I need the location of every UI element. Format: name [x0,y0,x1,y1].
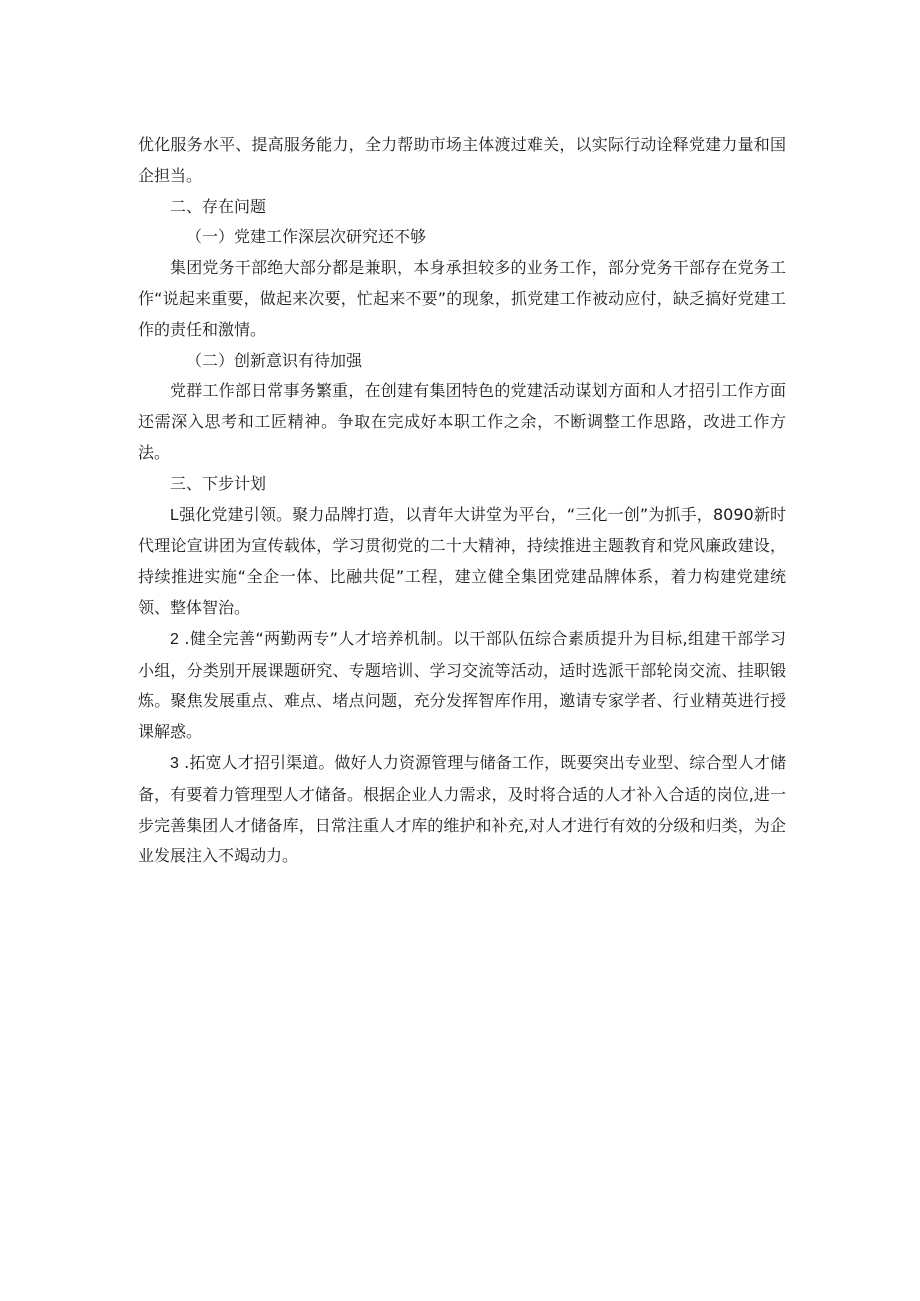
subheading-innovation: （二）创新意识有待加强 [186,350,363,370]
list-item-1-number: L [170,506,179,524]
document-page [138,130,786,872]
list-item-1-text: 强化党建引领。聚力品牌打造，以青年大讲堂为平台，“三化一创”为抓手，8090新时代理论宣讲团为宣传载体，学习贯彻党的二十大精神，持续推进主题教育和党风廉政建设，持续推进实施“全企一体、比融共促”工程，建立健全集团党建品牌体系，着力构建党建统领、整体智治。 [138,504,786,617]
paragraph-continuation: 优化服务水平、提高服务能力，全力帮助市场主体渡过难关，以实际行动诠释党建力量和国企担当。 [138,135,786,185]
section-heading-problems: 二、存在问题 [170,196,267,216]
list-item-2 [138,624,786,748]
list-item-3-text: .拓宽人才招引渠道。做好人力资源管理与储备工作，既要突出专业型、综合型人才储备，有要着力管理型人才储备。根据企业人力需求，及时将合适的人才补入合适的岗位,进一步完善集团人才储备库，日常注重人才库的维护和补充,对人才进行有效的分级和归类，为企业发展注入不竭动力。 [138,752,786,866]
list-item-2-number: 2 [170,630,179,648]
list-item-3 [138,748,786,872]
paragraph-innovation: 党群工作部日常事务繁重，在创建有集团特色的党建活动谋划方面和人才招引工作方面还需深入思考和工匠精神。争取在完成好本职工作之余，不断调整工作思路，改进工作方法。 [138,381,786,462]
paragraph-party-research: 集团党务干部绝大部分都是兼职，本身承担较多的业务工作，部分党务干部存在党务工作“说起来重要，做起来次要，忙起来不要”的现象，抓党建工作被动应付，缺乏搞好党建工作的责任和激情。 [138,258,786,339]
list-item-1 [138,500,786,624]
list-item-2-text: .健全完善“两勤两专”人才培养机制。以干部队伍综合素质提升为目标,组建干部学习小组，分类别开展课题研究、专题培训、学习交流等活动，适时选派干部轮岗交流、挂职锻炼。聚焦发展重点、难点、堵点问题，充分发挥智库作用，邀请专家学者、行业精英进行授课解惑。 [138,628,786,742]
subheading-party-research: （一）党建工作深层次研究还不够 [186,227,427,247]
list-item-3-number: 3 [170,754,179,772]
section-heading-next-steps: 三、下步计划 [170,473,267,493]
